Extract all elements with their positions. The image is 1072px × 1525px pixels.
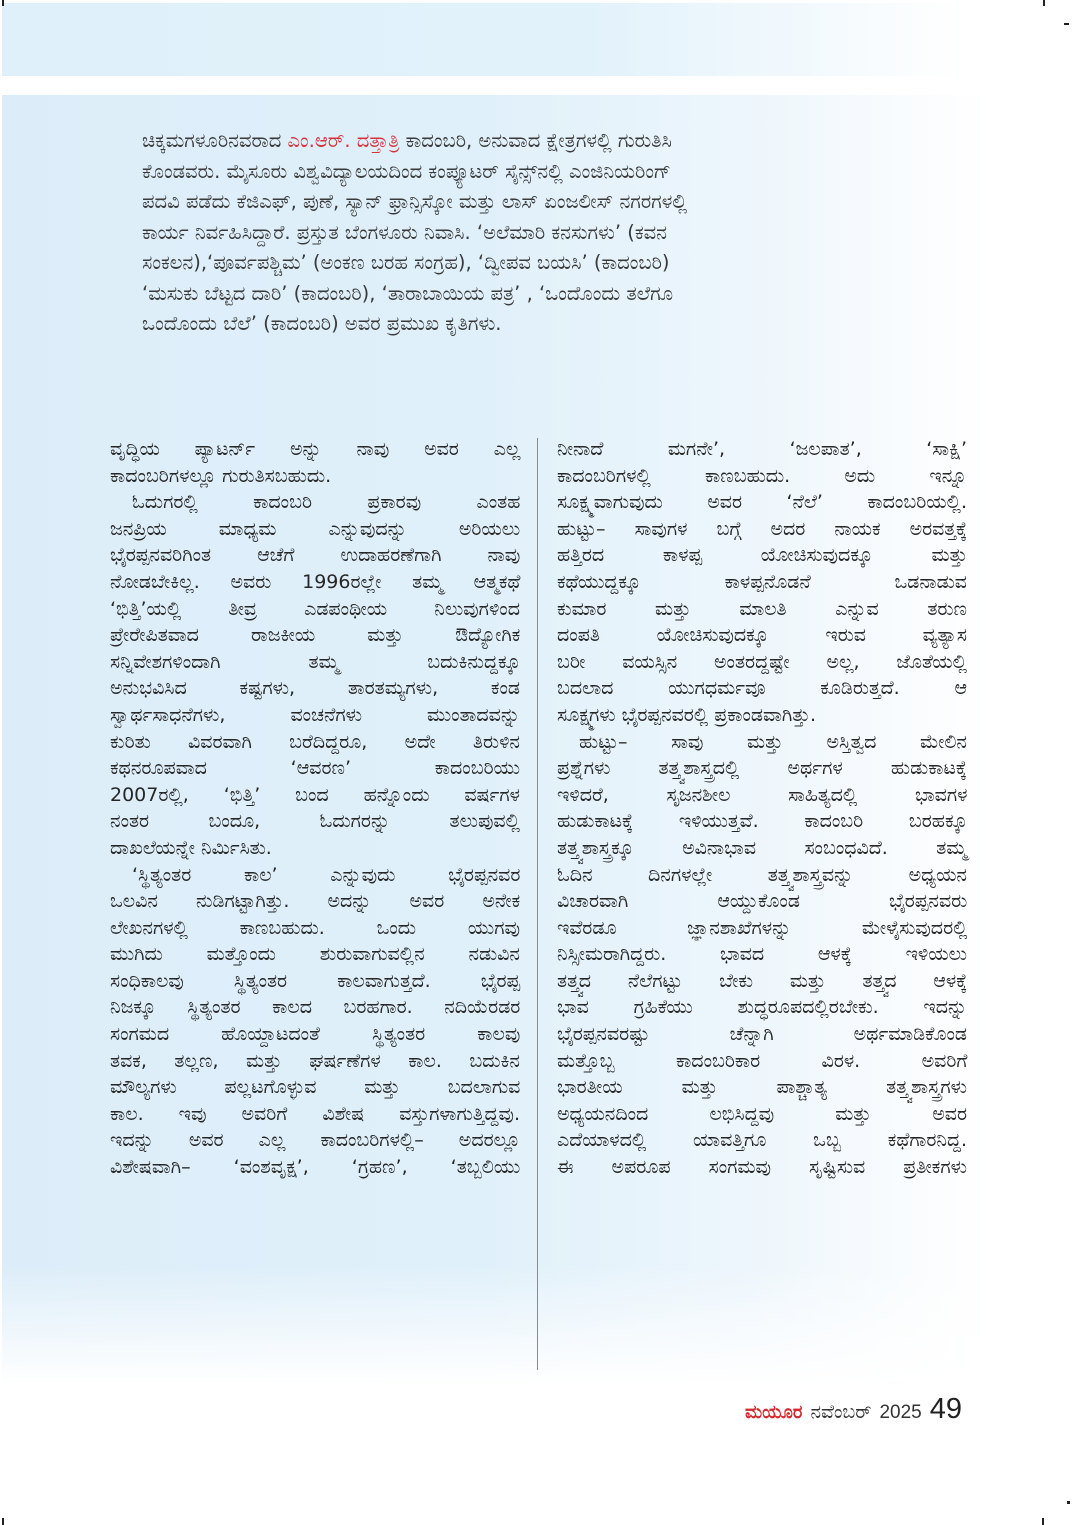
article-line: ಭಾರತೀಯ ಮತ್ತು ಪಾಶ್ಚಾತ್ಯ ತತ್ತ್ವಶಾಸ್ತ್ರಗಳು <box>557 1076 967 1099</box>
article-line: ಮುಗಿದು ಮತ್ತೊಂದು ಶುರುವಾಗುವಲ್ಲಿನ ನಡುವಿನ <box>110 943 520 966</box>
article-line: ಪ್ರಶ್ನೆಗಳು ತತ್ತ್ವಶಾಸ್ತ್ರದಲ್ಲಿ ಅರ್ಥಗಳ ಹುಡುಕಾಟಕ್ಕೆ <box>557 757 967 780</box>
author-name: ಎಂ.ಆರ್. ದತ್ತಾತ್ರಿ <box>287 129 400 152</box>
article-line: ಲೇಖನಗಳಲ್ಲಿ ಕಾಣಬಹುದು. ಒಂದು ಯುಗವು <box>110 916 520 939</box>
article-line: ಬದಲಾದ ಯುಗಧರ್ಮವೂ ಕೂಡಿರುತ್ತದೆ. ಆ <box>557 677 967 700</box>
article-line: ಕಥನರೂಪವಾದ ‘ಆವರಣ’ ಕಾದಂಬರಿಯು <box>110 757 520 780</box>
article-line: ಹತ್ತಿರದ ಕಾಳಪ್ಪ ಯೋಚಿಸುವುದಕ್ಕೂ ಮತ್ತು <box>557 544 968 567</box>
crop-mark-bottom-right <box>1042 1518 1044 1525</box>
article-line: ಸೂಕ್ಷ್ಮವಾಗುವುದು ಅವರ ‘ನೆಲೆ’ ಕಾದಂಬರಿಯಲ್ಲಿ. <box>557 491 967 514</box>
article-line: ದಾಖಲೆಯನ್ನೇ ನಿರ್ಮಿಸಿತು. <box>110 836 272 859</box>
article-line: ಸಂಧಿಕಾಲವು ಸ್ಥಿತ್ಯಂತರ ಕಾಲವಾಗುತ್ತದೆ. ಭೈರಪ್ಪ <box>110 969 521 992</box>
article-line: ಮತ್ತೊಬ್ಬ ಕಾದಂಬರಿಕಾರ ವಿರಳ. ಅವರಿಗೆ <box>557 1049 968 1072</box>
article-line: ಬರೀ ವಯಸ್ಸಿನ ಅಂತರದ್ದಷ್ಟೇ ಅಲ್ಲ, ಜೊತೆಯಲ್ಲಿ <box>557 650 967 673</box>
bio-line: ‘ಮಸುಕು ಬೆಟ್ಟದ ದಾರಿ’ (ಕಾದಂಬರಿ), ‘ತಾರಾಬಾಯಿಯ ಪತ್ರ’ , ‘ಒಂದೊಂದು ತಲೆಗೂ <box>142 281 674 305</box>
author-bio <box>142 126 902 340</box>
page-number: 49 <box>929 1393 962 1425</box>
article-line: ಓದಿನ ದಿನಗಳಲ್ಲೇ ತತ್ತ್ವಶಾಸ್ತ್ರವನ್ನು ಅಧ್ಯಯನ <box>557 863 967 886</box>
article-line: ಇಳಿದರೆ, ಸೃಜನಶೀಲ ಸಾಹಿತ್ಯದಲ್ಲಿ ಭಾವಗಳ <box>557 783 968 806</box>
bio-line: ಸಂಕಲನ),‘ಪೂರ್ವಪಶ್ಚಿಮ’ (ಅಂಕಣ ಬರಹ ಸಂಗ್ರಹ), ‘ದ್ವೀಪವ ಬಯಸಿ’ (ಕಾದಂಬರಿ) <box>142 251 670 274</box>
article-line: ದಂಪತಿ ಯೋಚಿಸುವುದಕ್ಕೂ ಇರುವ ವ್ಯತ್ಯಾಸ <box>557 624 967 647</box>
article-line: ನಿಜಕ್ಕೂ ಸ್ಥಿತ್ಯಂತರ ಕಾಲದ ಬರಹಗಾರ. ನದಿಯೆರಡರ <box>110 996 521 1019</box>
article-line: ನೀನಾದೆ ಮಗನೇ’, ‘ಜಲಪಾತ’, ‘ಸಾಕ್ಷಿ’ <box>557 438 967 460</box>
article-line: ಪ್ರೇರೇಪಿತವಾದ ರಾಜಕೀಯ ಮತ್ತು ಔದ್ಯೋಗಿಕ <box>110 624 521 647</box>
bio-line: ಚಿಕ್ಕಮಗಳೂರಿನವರಾದ ಎಂ.ಆರ್. ದತ್ತಾತ್ರಿ ಕಾದಂಬರಿ, ಅನುವಾದ ಕ್ಷೇತ್ರಗಳಲ್ಲಿ ಗುರುತಿಸಿ <box>142 129 672 152</box>
article-line: ಭೈರಪ್ಪನವರಿಗಿಂತ ಆಚೆಗೆ ಉದಾಹರಣೆಗಾಗಿ ನಾವು <box>110 544 521 567</box>
bio-line: ಕಾರ್ಯ ನಿರ್ವಹಿಸಿದ್ದಾರೆ. ಪ್ರಸ್ತುತ ಬೆಂಗಳೂರು ನಿವಾಸಿ. ‘ಅಲೆಮಾರಿ ಕನಸುಗಳು’ (ಕವನ <box>142 220 667 244</box>
article-line: ಕುರಿತು ವಿವರವಾಗಿ ಬರೆದಿದ್ದರೂ, ಅದೇ ತಿರುಳಿನ <box>110 730 520 753</box>
crop-mark-top-left <box>2 0 4 6</box>
bio-line: ಒಂದೊಂದು ಬೆಲೆ’ (ಕಾದಂಬರಿ) ಅವರ ಪ್ರಮುಖ ಕೃತಿಗಳು. <box>142 312 502 335</box>
article-line: ಸೂಕ್ಷ್ಮಗಳು ಭೈರಪ್ಪನವರಲ್ಲಿ ಪ್ರಕಾಂಡವಾಗಿತ್ತು. <box>557 703 817 726</box>
header-color-band <box>2 3 1072 76</box>
issue-year: 2025 <box>879 1402 922 1423</box>
article-line: 2007ರಲ್ಲಿ, ‘ಭಿತ್ತಿ’ ಬಂದ ಹನ್ನೊಂದು ವರ್ಷಗಳ <box>110 783 520 806</box>
bio-line: ಪದವಿ ಪಡೆದು ಕೆಜಿಎಫ್, ಪುಣೆ, ಸ್ಯಾನ್ ಫ್ರಾನ್ಸಿಸ್ಕೋ ಮತ್ತು ಲಾಸ್ ಏಂಜಲೀಸ್ ನಗರಗಳಲ್ಲಿ <box>142 190 688 213</box>
article-line: ಹುಟ್ಟು– ಸಾವುಗಳ ಬಗ್ಗೆ ಅದರ ನಾಯಕ ಅರವತ್ತಕ್ಕೆ <box>557 517 968 540</box>
page-footer <box>745 1393 962 1426</box>
article-line: ‘ಸ್ಥಿತ್ಯಂತರ ಕಾಲ’ ಎನ್ನುವುದು ಭೈರಪ್ಪನವರ <box>132 863 521 886</box>
article-line: ಅನುಭವಿಸಿದ ಕಷ್ಟಗಳು, ತಾರತಮ್ಯಗಳು, ಕಂಡ <box>110 677 520 700</box>
article-line: ಸಂಗಮದ ಹೊಯ್ದಾಟದಂತೆ ಸ್ಥಿತ್ಯಂತರ ಕಾಲವು <box>110 1023 521 1046</box>
article-line: ಸನ್ನಿವೇಶಗಳಿಂದಾಗಿ ತಮ್ಮ ಬದುಕಿನುದ್ದಕ್ಕೂ <box>110 650 521 673</box>
article-column-left <box>110 436 520 1181</box>
crop-mark-right-upper <box>1064 23 1069 25</box>
article-line: ಇದನ್ನು ಅವರ ಎಲ್ಲ ಕಾದಂಬರಿಗಳಲ್ಲಿ– ಅದರಲ್ಲೂ <box>110 1129 521 1152</box>
article-line: ವೃದ್ಧಿಯ ಪ್ಯಾಟರ್ನ್ ಅನ್ನು ನಾವು ಅವರ ಎಲ್ಲ <box>110 438 521 460</box>
article-line: ಅಧ್ಯಯನದಿಂದ ಲಭಿಸಿದ್ದವು ಮತ್ತು ಅವರ <box>557 1102 967 1125</box>
article-line: ಕಾದಂಬರಿಗಳಲ್ಲೂ ಗುರುತಿಸಬಹುದು. <box>110 464 332 487</box>
issue-month: ನವೆಂಬರ್ <box>810 1402 872 1423</box>
article-line: ಇವೆರಡೂ ಜ್ಞಾನಶಾಖೆಗಳನ್ನು ಮೇಳೈಸುವುದರಲ್ಲಿ <box>557 916 968 939</box>
crop-mark-top-right <box>1043 0 1045 6</box>
article-line: ಕಥೆಯುದ್ದಕ್ಕೂ ಕಾಳಪ್ಪನೊಡನೆ ಒಡನಾಡುವ <box>557 570 967 593</box>
article-column-right <box>557 436 967 1181</box>
article-line: ಭಾವ ಗ್ರಹಿಕೆಯು ಶುದ್ಧರೂಪದಲ್ಲಿರಬೇಕು. ಇದನ್ನು <box>557 996 968 1019</box>
article-line: ನಂತರ ಬಂದೂ, ಓದುಗರನ್ನು ತಲುಪುವಲ್ಲಿ <box>110 810 520 833</box>
article-line: ವಿಚಾರವಾಗಿ ಆಯ್ದುಕೊಂಡ ಭೈರಪ್ಪನವರು <box>557 890 968 913</box>
crop-mark-right-lower <box>1067 1501 1070 1504</box>
article-line: ‘ಭಿತ್ತಿ’ಯಲ್ಲಿ ತೀವ್ರ ಎಡಪಂಥೀಯ ನಿಲುವುಗಳಿಂದ <box>110 597 520 620</box>
crop-mark-bottom-left <box>2 1518 4 1525</box>
article-line: ಕುಮಾರ ಮತ್ತು ಮಾಲತಿ ಎನ್ನುವ ತರುಣ <box>557 597 967 620</box>
article-line: ಹುಡುಕಾಟಕ್ಕೆ ಇಳಿಯುತ್ತವೆ. ಕಾದಂಬರಿ ಬರಹಕ್ಕೂ <box>557 810 968 833</box>
article-line: ವಿಶೇಷವಾಗಿ– ‘ವಂಶವೃಕ್ಷ’, ‘ಗ್ರಹಣ’, ‘ತಬ್ಬಲಿಯು <box>110 1156 521 1179</box>
article-line: ತತ್ತ್ವಶಾಸ್ತ್ರಕ್ಕೂ ಅವಿನಾಭಾವ ಸಂಬಂಧವಿದೆ. ತಮ್ಮ <box>557 836 967 859</box>
article-line: ಒಲವಿನ ನುಡಿಗಟ್ಟಾಗಿತ್ತು. ಅದನ್ನು ಅವರ ಅನೇಕ <box>110 890 521 913</box>
magazine-logo: ಮಯೂರ <box>745 1402 803 1422</box>
article-line: ಎದೆಯಾಳದಲ್ಲಿ ಯಾವತ್ತಿಗೂ ಒಬ್ಬ ಕಥೆಗಾರನಿದ್ದ. <box>557 1129 967 1152</box>
bio-line: ಕೊಂಡವರು. ಮೈಸೂರು ವಿಶ್ವವಿದ್ಯಾಲಯದಿಂದ ಕಂಪ್ಯೂಟರ್ ಸೈನ್ಸ್‌ನಲ್ಲಿ ಎಂಜಿನಿಯರಿಂಗ್ <box>142 159 671 183</box>
article-line: ನಿಸ್ಸೀಮರಾಗಿದ್ದರು. ಭಾವದ ಆಳಕ್ಕೆ ಇಳಿಯಲು <box>557 943 967 966</box>
article-line: ಮೌಲ್ಯಗಳು ಪಲ್ಲಟಗೊಳ್ಳುವ ಮತ್ತು ಬದಲಾಗುವ <box>110 1076 521 1099</box>
article-line: ಸ್ವಾರ್ಥಸಾಧನೆಗಳು, ವಂಚನೆಗಳು ಮುಂತಾದವನ್ನು <box>110 703 520 726</box>
article-line: ಕಾಲ. ಇವು ಅವರಿಗೆ ವಿಶೇಷ ವಸ್ತುಗಳಾಗುತ್ತಿದ್ದವು. <box>110 1102 520 1125</box>
article-line: ಈ ಅಪರೂಪ ಸಂಗಮವು ಸೃಷ್ಟಿಸುವ ಪ್ರತೀಕಗಳು <box>557 1156 967 1179</box>
article-line: ಭೈರಪ್ಪನವರಷ್ಟು ಚೆನ್ನಾಗಿ ಅರ್ಥಮಾಡಿಕೊಂಡ <box>557 1023 967 1046</box>
article-line: ಹುಟ್ಟು– ಸಾವು ಮತ್ತು ಅಸ್ತಿತ್ವದ ಮೇಲಿನ <box>579 730 967 753</box>
article-line: ಜನಪ್ರಿಯ ಮಾಧ್ಯಮ ಎನ್ನುವುದನ್ನು ಅರಿಯಲು <box>110 517 521 540</box>
article-line: ಕಾದಂಬರಿಗಳಲ್ಲಿ ಕಾಣಬಹುದು. ಅದು ಇನ್ನೂ <box>557 464 967 487</box>
article-line: ತತ್ತ್ವದ ನೆಲೆಗಟ್ಟು ಬೇಕು ಮತ್ತು ತತ್ತ್ವದ ಆಳಕ್ಕೆ <box>557 969 968 992</box>
article-line: ನೋಡಬೇಕಿಲ್ಲ. ಅವರು 1996ರಲ್ಲೇ ತಮ್ಮ ಆತ್ಮಕಥೆ <box>110 570 521 593</box>
article-line: ಓದುಗರಲ್ಲಿ ಕಾದಂಬರಿ ಪ್ರಕಾರವು ಎಂತಹ <box>132 491 521 514</box>
article-line: ತವಕ, ತಲ್ಲಣ, ಮತ್ತು ಘರ್ಷಣೆಗಳ ಕಾಲ. ಬದುಕಿನ <box>110 1049 520 1072</box>
column-divider <box>537 438 538 1370</box>
